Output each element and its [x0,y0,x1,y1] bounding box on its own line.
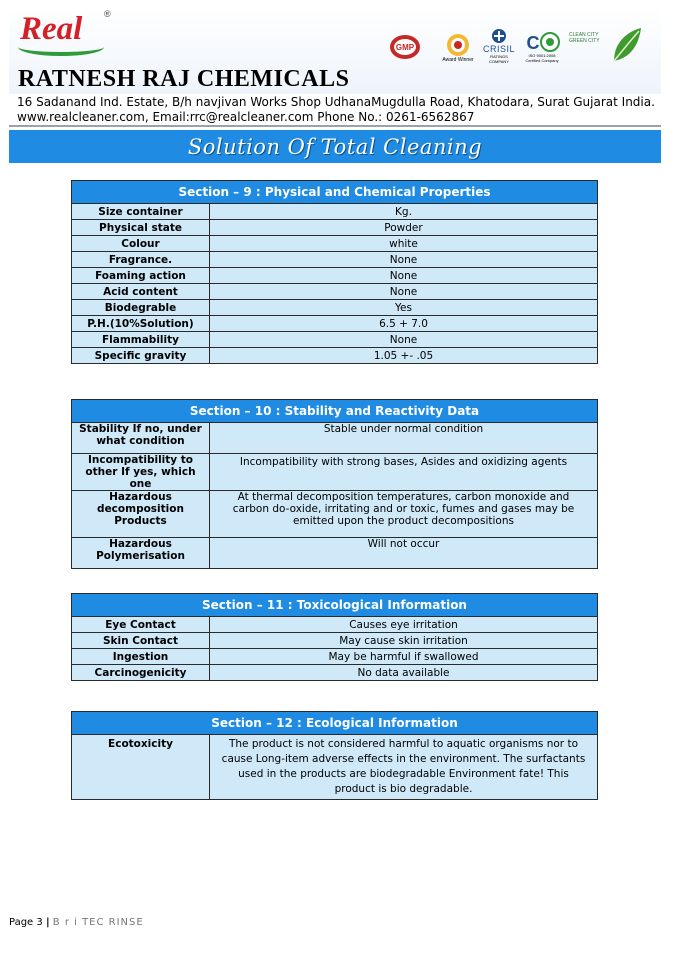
property-value: No data available [210,665,598,681]
footer-separator: | [45,917,50,928]
property-value: May cause skin irritation [210,633,598,649]
header-divider [9,125,661,127]
property-label: Acid content [72,284,210,300]
contact-line: www.realcleaner.com, Email:rrc@realcleaner.com Phone No.: 0261-6562867 [17,110,475,124]
section-9-table [71,180,598,364]
company-address [17,95,655,125]
property-label: Hazardous Polymerisation [72,538,210,569]
section-10-table [71,399,598,569]
iso-certified-icon [522,28,562,66]
property-label: P.H.(10%Solution) [72,316,210,332]
real-logo: Real [20,11,83,47]
clean-city-label: CLEAN CITY GREEN CITY [569,32,600,44]
certification-badges [387,22,647,72]
property-label: Physical state [72,220,210,236]
property-value: Kg. [210,204,598,220]
address-line: 16 Sadanand Ind. Estate, B/h navjivan Works Shop UdhanaMugdulla Road, Khatodara, Surat Gujarat India. [17,95,655,109]
section-title: Section – 11 : Toxicological Information [72,594,598,617]
page-footer [9,917,144,928]
registered-mark: ® [104,9,111,19]
product-name: B r i TEC RINSE [52,917,144,928]
property-label: Carcinogenicity [72,665,210,681]
property-label: Foaming action [72,268,210,284]
property-label: Incompatibility to other If yes, which one [72,454,210,491]
property-value: Powder [210,220,598,236]
property-label: Hazardous decomposition Products [72,491,210,538]
property-value: May be harmful if swallowed [210,649,598,665]
clean-city-leaf-icon [569,26,647,66]
property-label: Skin Contact [72,633,210,649]
logo-swoosh-icon [18,38,104,56]
property-label: Eye Contact [72,617,210,633]
page-number: Page 3 [9,917,43,928]
property-value: None [210,252,598,268]
property-label: Fragrance. [72,252,210,268]
property-value: white [210,236,598,252]
property-value: None [210,268,598,284]
property-value: Incompatibility with strong bases, Asides and oxidizing agents [210,454,598,491]
award-label: Award Winner [442,57,474,63]
property-label: Biodegrable [72,300,210,316]
property-value: None [210,332,598,348]
section-title: Section – 10 : Stability and Reactivity Data [72,400,598,423]
gmp-seal-icon [389,34,421,60]
property-value: Will not occur [210,538,598,569]
property-label: Colour [72,236,210,252]
section-title: Section – 12 : Ecological Information [72,712,598,735]
property-label: Size container [72,204,210,220]
company-name: RATNESH RAJ CHEMICALS [18,66,350,92]
property-label: Specific gravity [72,348,210,364]
property-value: Stable under normal condition [210,423,598,454]
svg-text:C: C [526,33,540,53]
crisil-icon [480,24,518,68]
property-label: Stability If no, under what condition [72,423,210,454]
iso-label: ISO 9001:2008 Certified Company [525,53,559,63]
property-value: At thermal decomposition temperatures, carbon monoxide and carbon do-oxide, irritating and or toxic, fumes and gases may be emitted upon the product decompositions [210,491,598,538]
property-value: 1.05 +- .05 [210,348,598,364]
section-12-table [71,711,598,800]
award-winner-icon [441,30,475,66]
section-11-table [71,593,598,681]
crisil-sublabel: RATINGS COMPANY [489,54,509,64]
property-label: Ecotoxicity [72,735,210,800]
tagline-banner [9,130,661,163]
tagline-text: Solution Of Total Cleaning [187,134,483,159]
crisil-label: CRISIL [482,44,515,54]
property-value: None [210,284,598,300]
gmp-label: GMP [395,43,415,52]
property-label: Ingestion [72,649,210,665]
property-label: Flammability [72,332,210,348]
property-value: Causes eye irritation [210,617,598,633]
property-value: 6.5 + 7.0 [210,316,598,332]
property-value: The product is not considered harmful to aquatic organisms nor to cause Long-item adverse effects in the environment. The surfactants used in the products are biodegradable Environment fate! This product is bio degradable. [210,735,598,800]
property-value: Yes [210,300,598,316]
section-title: Section – 9 : Physical and Chemical Properties [72,181,598,204]
